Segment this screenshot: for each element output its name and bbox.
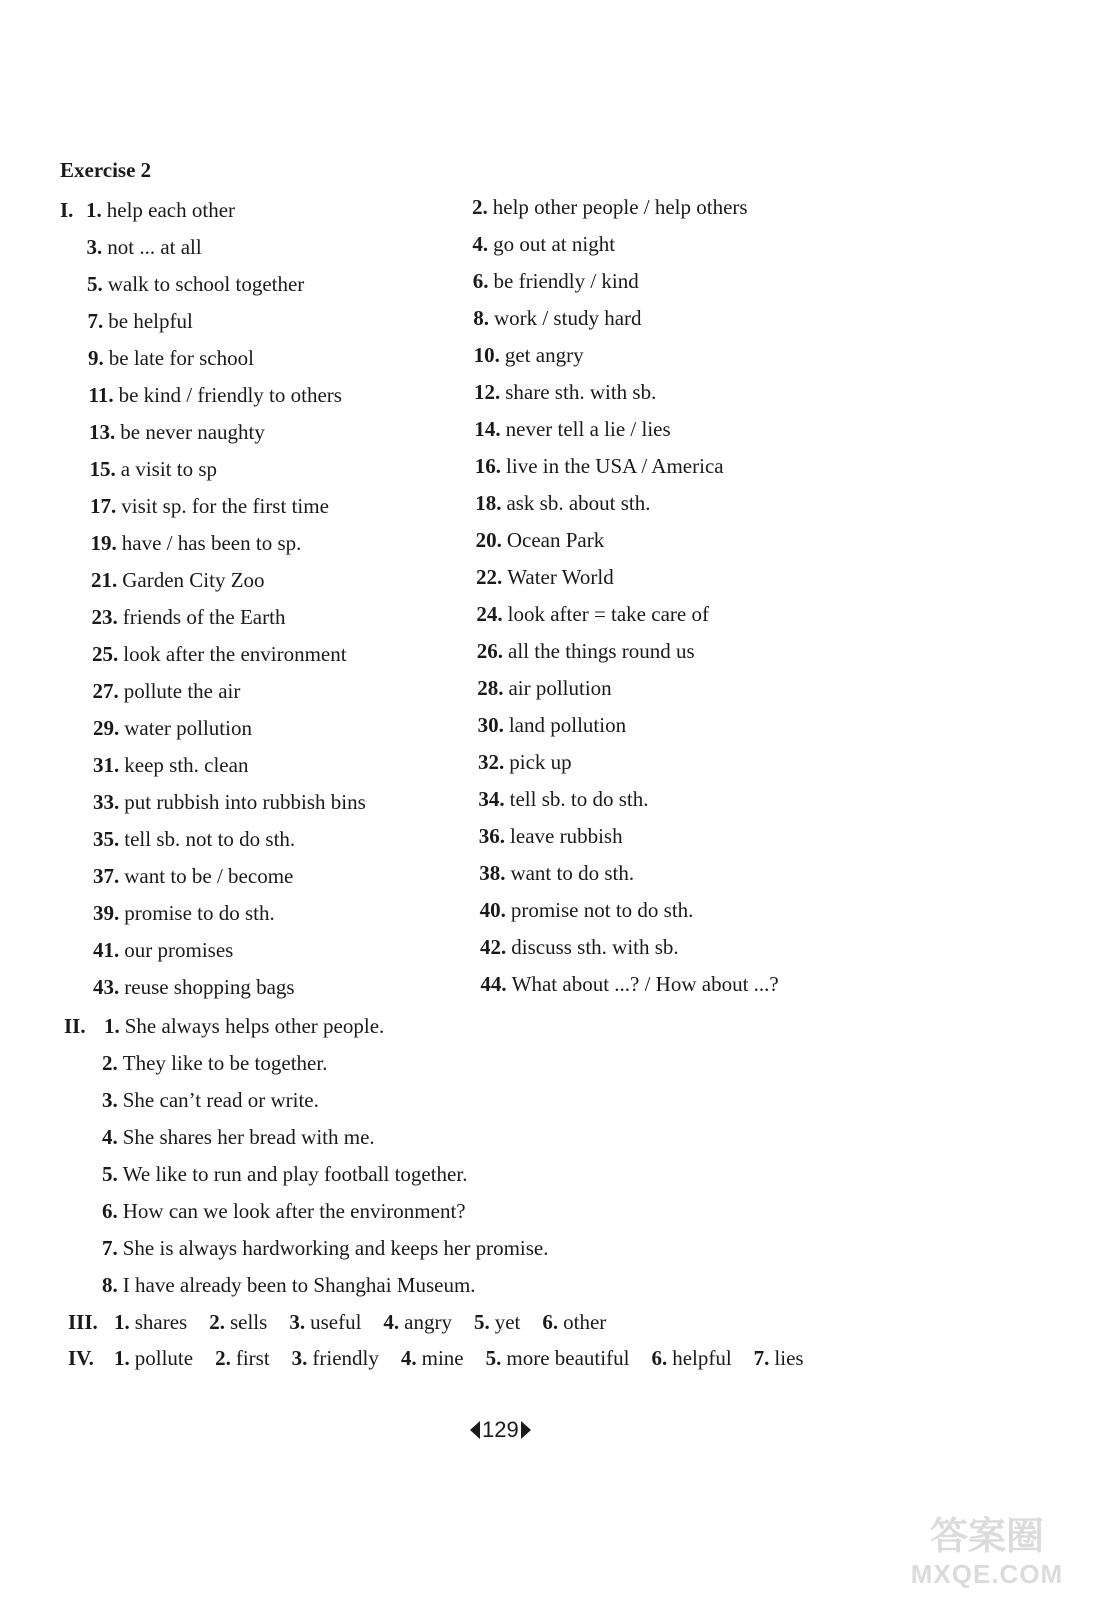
item-text: be late for school xyxy=(108,346,254,370)
item-number: 1. xyxy=(86,198,102,222)
exercise-title: Exercise 2 xyxy=(60,158,152,182)
section-label: III. xyxy=(68,1310,98,1334)
answer-item xyxy=(478,785,648,813)
answer-item xyxy=(93,825,295,853)
answer-item xyxy=(93,899,275,927)
answer-item xyxy=(474,415,670,443)
answer-item xyxy=(476,600,709,628)
item-number: 5. xyxy=(485,1346,502,1370)
item-number: 12. xyxy=(474,380,501,404)
sentence-item xyxy=(102,1160,467,1188)
item-text: tell sb. not to do sth. xyxy=(124,827,296,851)
watermark-url: MXQE.COM xyxy=(910,1559,1064,1589)
item-number: 1. xyxy=(104,1014,120,1038)
item-number: 7. xyxy=(87,309,104,333)
answer-item xyxy=(754,1346,804,1370)
answer-item xyxy=(478,748,572,776)
item-text: more beautiful xyxy=(506,1346,630,1370)
item-text: friends of the Earth xyxy=(122,605,286,629)
item-number: 28. xyxy=(477,676,504,700)
item-text: sells xyxy=(229,1310,268,1334)
item-text: They like to be together. xyxy=(122,1051,328,1075)
item-text: pick up xyxy=(509,750,572,774)
item-text: work / study hard xyxy=(493,306,642,330)
item-number: 33. xyxy=(93,790,120,814)
item-text: air pollution xyxy=(508,676,612,700)
item-text: discuss sth. with sb. xyxy=(511,935,679,959)
item-number: 8. xyxy=(473,306,489,330)
item-number: 6. xyxy=(102,1199,118,1223)
item-number: 6. xyxy=(542,1310,559,1334)
answer-item xyxy=(651,1346,731,1370)
item-text: We like to run and play football together. xyxy=(122,1162,468,1186)
answer-item xyxy=(479,859,634,887)
item-text: put rubbish into rubbish bins xyxy=(124,790,366,814)
answer-item xyxy=(472,230,615,258)
answer-item xyxy=(476,563,614,591)
answer-item xyxy=(401,1346,464,1370)
item-number: 40. xyxy=(479,898,506,922)
answer-item xyxy=(479,822,623,850)
item-text: land pollution xyxy=(508,713,627,737)
answer-item xyxy=(478,711,627,739)
item-number: 22. xyxy=(476,565,503,589)
answer-item xyxy=(90,492,329,520)
page-number xyxy=(470,1417,531,1443)
sentence-item xyxy=(102,1123,375,1151)
answer-item xyxy=(93,788,366,816)
sentence-item xyxy=(102,1086,319,1114)
answer-item xyxy=(90,455,218,483)
left-arrow-icon xyxy=(470,1421,480,1439)
item-number: 32. xyxy=(478,750,505,774)
item-text: have / has been to sp. xyxy=(121,531,302,555)
item-text: keep sth. clean xyxy=(124,753,249,777)
item-text: our promises xyxy=(124,938,234,962)
item-text: friendly xyxy=(312,1346,379,1370)
item-number: 35. xyxy=(93,827,120,851)
item-number: 2. xyxy=(209,1310,225,1334)
item-number: 36. xyxy=(478,824,506,848)
answer-item xyxy=(91,566,265,594)
item-text: She shares her bread with me. xyxy=(122,1125,375,1149)
item-number: 5. xyxy=(102,1162,118,1186)
item-number: 3. xyxy=(289,1310,306,1334)
item-text: share sth. with sb. xyxy=(505,380,657,404)
item-number: 7. xyxy=(753,1346,770,1370)
answer-item xyxy=(93,862,293,890)
item-number: 23. xyxy=(91,605,118,629)
answer-item xyxy=(383,1310,452,1334)
answer-item xyxy=(93,973,295,1001)
item-text: be never naughty xyxy=(120,420,265,444)
item-number: 4. xyxy=(472,232,489,256)
item-number: 1. xyxy=(114,1346,130,1370)
item-number: 2. xyxy=(472,195,488,219)
answer-item xyxy=(92,640,347,668)
item-text: want to do sth. xyxy=(510,861,635,885)
item-text: shares xyxy=(134,1310,188,1334)
answer-item xyxy=(480,933,679,961)
answer-item xyxy=(92,603,286,631)
watermark xyxy=(892,1505,1082,1590)
item-text: a visit to sp xyxy=(120,457,218,481)
item-text: live in the USA / America xyxy=(506,454,724,478)
item-number: 17. xyxy=(90,494,117,518)
sentence-item xyxy=(64,1012,384,1040)
answer-item xyxy=(473,267,639,295)
item-number: 20. xyxy=(475,528,502,552)
item-number: 34. xyxy=(478,787,505,811)
answer-item xyxy=(114,1310,187,1334)
page-number-text: 129 xyxy=(482,1417,519,1442)
item-text: help each other xyxy=(106,198,236,222)
item-number: 8. xyxy=(102,1273,118,1297)
answer-item xyxy=(292,1346,379,1370)
item-text: pollute the air xyxy=(123,679,241,703)
answer-item xyxy=(88,344,254,372)
item-text: She can’t read or write. xyxy=(122,1088,319,1112)
item-number: 13. xyxy=(89,420,116,444)
item-text: I have already been to Shanghai Museum. xyxy=(122,1273,476,1297)
answer-item xyxy=(475,489,650,517)
section-label: I. xyxy=(60,198,74,222)
answer-item xyxy=(87,270,304,298)
item-number: 7. xyxy=(102,1236,118,1260)
answer-item xyxy=(93,714,252,742)
item-text: promise not to do sth. xyxy=(510,898,694,922)
item-number: 6. xyxy=(651,1346,668,1370)
item-text: water pollution xyxy=(124,716,252,740)
item-number: 24. xyxy=(476,602,503,626)
item-text: lies xyxy=(774,1346,804,1370)
item-number: 5. xyxy=(473,1310,490,1334)
item-number: 37. xyxy=(93,864,120,888)
item-text: ask sb. about sth. xyxy=(506,491,651,515)
item-text: be helpful xyxy=(108,309,193,333)
item-number: 42. xyxy=(480,935,507,959)
item-text: Ocean Park xyxy=(506,528,605,552)
item-number: 38. xyxy=(479,861,506,885)
answer-item xyxy=(89,381,342,409)
sentence-item xyxy=(102,1271,476,1299)
answer-item xyxy=(474,378,656,406)
item-text: help other people / help others xyxy=(492,195,748,219)
item-number: 21. xyxy=(91,568,118,592)
item-number: 2. xyxy=(215,1346,231,1370)
item-number: 3. xyxy=(102,1088,118,1112)
item-number: 39. xyxy=(93,901,120,925)
answer-item xyxy=(474,1310,520,1334)
inline-answers xyxy=(68,1308,628,1336)
item-number: 25. xyxy=(92,642,119,666)
answer-item xyxy=(93,677,241,705)
item-number: 30. xyxy=(477,713,504,737)
item-number: 41. xyxy=(93,938,120,962)
item-text: other xyxy=(563,1310,607,1334)
item-text: all the things round us xyxy=(508,639,695,663)
answer-item xyxy=(93,936,233,964)
item-text: be kind / friendly to others xyxy=(118,383,342,407)
item-number: 31. xyxy=(93,753,120,777)
item-number: 9. xyxy=(88,346,104,370)
answer-item xyxy=(542,1310,606,1334)
item-number: 4. xyxy=(383,1310,400,1334)
section-label: II. xyxy=(64,1014,86,1038)
answer-item xyxy=(60,196,235,224)
answer-item xyxy=(91,529,302,557)
watermark-logo: 答案圈 xyxy=(929,1514,1044,1558)
item-text: She is always hardworking and keeps her promise. xyxy=(122,1236,549,1260)
item-text: mine xyxy=(421,1346,464,1370)
item-number: 26. xyxy=(476,639,504,663)
item-number: 29. xyxy=(93,716,120,740)
answer-item xyxy=(480,896,694,924)
answer-item xyxy=(476,526,605,554)
answer-item xyxy=(474,341,584,369)
answer-item xyxy=(87,233,202,261)
answer-item xyxy=(209,1310,267,1334)
item-text: pollute xyxy=(134,1346,194,1370)
answer-item xyxy=(93,751,248,779)
item-text: How can we look after the environment? xyxy=(122,1199,466,1223)
item-number: 4. xyxy=(400,1346,417,1370)
item-text: go out at night xyxy=(493,232,616,256)
item-number: 19. xyxy=(90,531,117,555)
item-number: 27. xyxy=(92,679,119,703)
sentence-item xyxy=(102,1049,327,1077)
item-text: walk to school together xyxy=(107,272,305,296)
item-number: 44. xyxy=(480,972,507,996)
answer-item xyxy=(486,1346,630,1370)
item-text: promise to do sth. xyxy=(124,901,275,925)
section-label: IV. xyxy=(68,1346,94,1370)
answer-item xyxy=(480,970,778,998)
item-number: 1. xyxy=(114,1310,130,1334)
item-number: 4. xyxy=(102,1125,118,1149)
item-text: What about ...? / How about ...? xyxy=(511,972,779,996)
item-text: look after the environment xyxy=(123,642,347,666)
answer-item xyxy=(114,1346,193,1370)
item-text: She always helps other people. xyxy=(124,1014,385,1038)
item-text: get angry xyxy=(504,343,584,367)
item-number: 2. xyxy=(102,1051,118,1075)
item-number: 10. xyxy=(473,343,500,367)
item-text: want to be / become xyxy=(124,864,294,888)
sentence-item xyxy=(102,1234,548,1262)
answer-item xyxy=(475,452,724,480)
item-number: 3. xyxy=(86,235,103,259)
answer-item xyxy=(289,1310,361,1334)
answer-item xyxy=(88,307,193,335)
sentence-item xyxy=(102,1197,466,1225)
right-arrow-icon xyxy=(521,1421,531,1439)
item-text: Garden City Zoo xyxy=(122,568,265,592)
item-text: helpful xyxy=(672,1346,732,1370)
answer-item xyxy=(472,193,748,221)
item-number: 16. xyxy=(474,454,502,478)
item-number: 6. xyxy=(472,269,489,293)
item-number: 14. xyxy=(474,417,501,441)
item-text: angry xyxy=(404,1310,452,1334)
item-number: 18. xyxy=(475,491,502,515)
item-text: never tell a lie / lies xyxy=(505,417,671,441)
item-text: leave rubbish xyxy=(510,824,623,848)
item-number: 3. xyxy=(291,1346,308,1370)
item-number: 15. xyxy=(89,457,116,481)
answer-item xyxy=(477,674,612,702)
item-text: look after = take care of xyxy=(507,602,709,626)
inline-answers xyxy=(68,1344,826,1372)
answer-item xyxy=(89,418,265,446)
item-number: 11. xyxy=(88,383,114,407)
item-text: be friendly / kind xyxy=(493,269,639,293)
item-text: Water World xyxy=(507,565,614,589)
answer-item xyxy=(215,1346,270,1370)
answer-item xyxy=(473,304,641,332)
item-text: yet xyxy=(494,1310,521,1334)
item-text: visit sp. for the first time xyxy=(121,494,329,518)
item-text: not ... at all xyxy=(107,235,202,259)
item-text: reuse shopping bags xyxy=(124,975,295,999)
item-number: 5. xyxy=(87,272,103,296)
item-text: useful xyxy=(310,1310,362,1334)
item-number: 43. xyxy=(93,975,120,999)
answer-item xyxy=(477,637,695,665)
item-text: tell sb. to do sth. xyxy=(509,787,649,811)
item-text: first xyxy=(235,1346,270,1370)
